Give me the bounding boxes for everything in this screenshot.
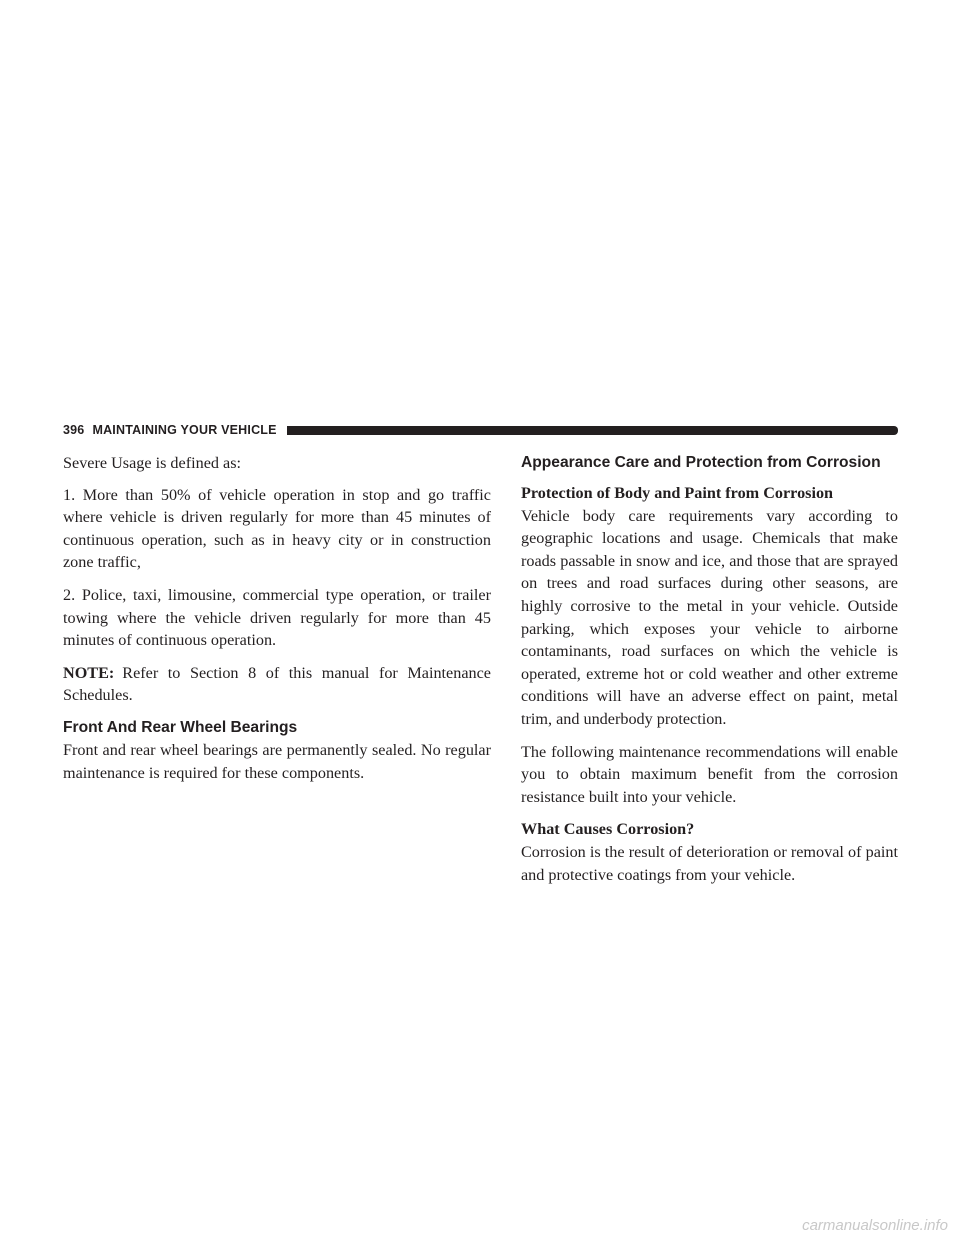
- wheel-bearings-heading: Front And Rear Wheel Bearings: [63, 718, 298, 736]
- wheel-bearings-text: Front and rear wheel bearings are permanently sealed. No regular maintenance is required for these components.: [63, 740, 491, 782]
- left-column: [63, 452, 491, 794]
- severe-usage-intro: Severe Usage is defined as:: [63, 454, 241, 472]
- protection-paragraph: Vehicle body care requirements vary according to geographic locations and usage. Chemicals that make roads passable in snow and ice, and those that are sprayed on trees and road surfaces during other seasons, are highly corrosive to the metal in your vehicle. Outside parking, which exposes your vehicle to airborne contaminants, road surfaces on which the vehicle is operated, extreme hot or cold weather and other extreme conditions will have an adverse effect on paint, metal trim, and underbody protection.: [521, 506, 898, 728]
- severe-usage-item-2: 2. Police, taxi, limousine, commercial type operation, or trailer towing where the vehicle driven regularly for more than 45 minutes of continuous operation.: [63, 585, 491, 650]
- appearance-care-heading: Appearance Care and Protection from Corrosion: [521, 454, 881, 471]
- header-rule: [287, 426, 898, 435]
- severe-usage-item-1: 1. More than 50% of vehicle operation in stop and go traffic where vehicle is driven regularly for more than 45 minutes of continuous operation, such as in heavy city or in construction zone traffic,: [63, 485, 491, 572]
- page-number: 396: [63, 423, 85, 437]
- watermark: carmanualsonline.info: [802, 1217, 948, 1234]
- corrosion-causes-subheading: What Causes Corrosion?: [521, 820, 695, 839]
- page-header: [63, 420, 898, 440]
- maintenance-recommendations: The following maintenance recommendations will enable you to obtain maximum benefit from the corrosion resistance built into your vehicle.: [521, 742, 898, 806]
- protection-subheading: Protection of Body and Paint from Corrosion: [521, 484, 834, 502]
- note-paragraph: [63, 662, 491, 707]
- right-column: [521, 452, 898, 896]
- section-title: MAINTAINING YOUR VEHICLE: [92, 423, 277, 437]
- note-text: Refer to Section 8 of this manual for Maintenance Schedules.: [63, 663, 491, 705]
- corrosion-causes-text: Corrosion is the result of deterioration or removal of paint and protective coatings from your vehicle.: [521, 842, 898, 884]
- note-label: NOTE:: [63, 663, 115, 682]
